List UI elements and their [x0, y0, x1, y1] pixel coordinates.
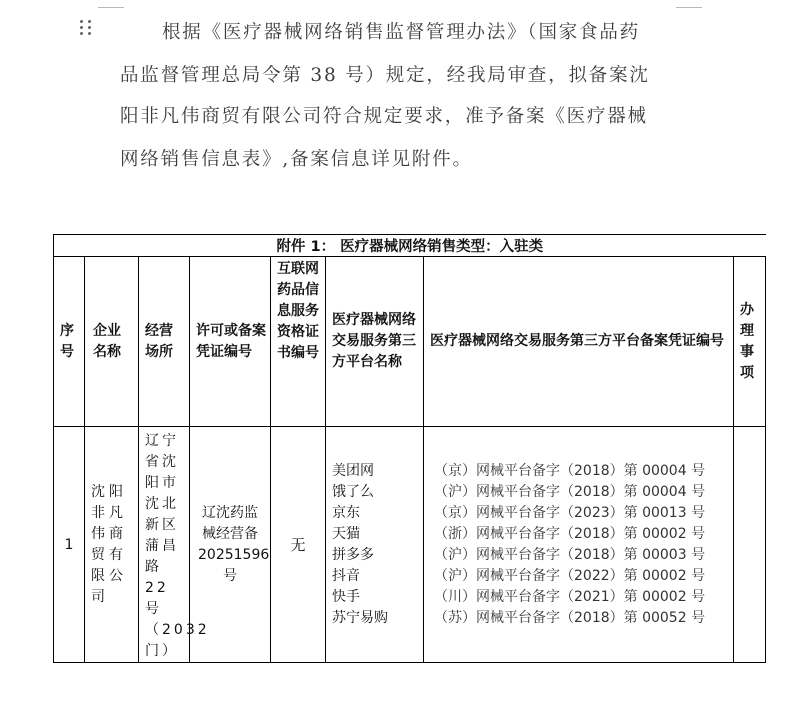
platform-item: 快手	[332, 588, 360, 605]
record-item: （京）网械平台备字（2023）第 00013 号	[434, 504, 706, 521]
platform-item: 天猫	[332, 525, 360, 542]
page-corner-mark-right	[676, 7, 702, 8]
page-corner-mark-left	[98, 7, 124, 8]
cell-matters	[734, 427, 766, 663]
platform-item: 美团网	[332, 462, 374, 479]
cell-internet-cert: 无	[271, 427, 326, 663]
platform-item: 京东	[332, 504, 360, 521]
record-table	[53, 234, 766, 663]
platform-item: 饿了么	[332, 483, 374, 500]
platform-list	[332, 461, 423, 629]
drag-handle-icon[interactable]	[80, 20, 92, 38]
cell-records	[424, 427, 734, 663]
record-item: （川）网械平台备字（2021）第 00002 号	[434, 588, 706, 605]
record-list	[434, 461, 733, 629]
record-item: （浙）网械平台备字（2018）第 00002 号	[434, 525, 706, 542]
table-title: 附件 1： 医疗器械网络销售类型：入驻类	[54, 235, 766, 257]
header-platform-record: 医疗器械网络交易服务第三方平台备案凭证编号	[424, 257, 734, 427]
platform-item: 拼多多	[332, 546, 374, 563]
header-license: 许可或备案凭证编号	[190, 257, 271, 427]
platform-item: 抖音	[332, 567, 360, 584]
cell-license: 辽沈药监械经营备20251596号	[190, 427, 271, 663]
header-internet-cert: 互联网药品信息服务资格证书编号	[271, 257, 326, 427]
cell-company: 沈阳非凡伟商贸有限公司	[85, 427, 139, 663]
header-platform: 医疗器械网络交易服务第三方平台名称	[326, 257, 424, 427]
record-item: （京）网械平台备字（2018）第 00004 号	[434, 462, 706, 479]
paragraph-line-4: 网络销售信息表》,备案信息详见附件。	[120, 149, 473, 170]
record-item: （沪）网械平台备字（2022）第 00002 号	[434, 567, 706, 584]
header-company: 企业名称	[85, 257, 139, 427]
paragraph-line-2: 品监督管理总局令第 38 号）规定，经我局审查，拟备案沈	[120, 65, 650, 86]
paragraph-line-1: 根据《医疗器械网络销售监督管理办法》（国家食品药	[162, 22, 640, 43]
platform-item: 苏宁易购	[332, 609, 388, 626]
header-matters: 办理事项	[734, 257, 766, 427]
paragraph-line-3: 阳非凡伟商贸有限公司符合规定要求，准予备案《医疗器械	[120, 106, 648, 127]
record-item: （沪）网械平台备字（2018）第 00003 号	[434, 546, 706, 563]
record-item: （沪）网械平台备字（2018）第 00004 号	[434, 483, 706, 500]
header-premises: 经营场所	[139, 257, 190, 427]
cell-platforms	[326, 427, 424, 663]
record-item: （苏）网械平台备字（2018）第 00052 号	[434, 609, 706, 626]
cell-premises: 辽宁省沈阳市沈北新区蒲昌路22号（2032门）	[139, 427, 190, 663]
header-index: 序号	[54, 257, 85, 427]
cell-index: 1	[54, 427, 85, 663]
